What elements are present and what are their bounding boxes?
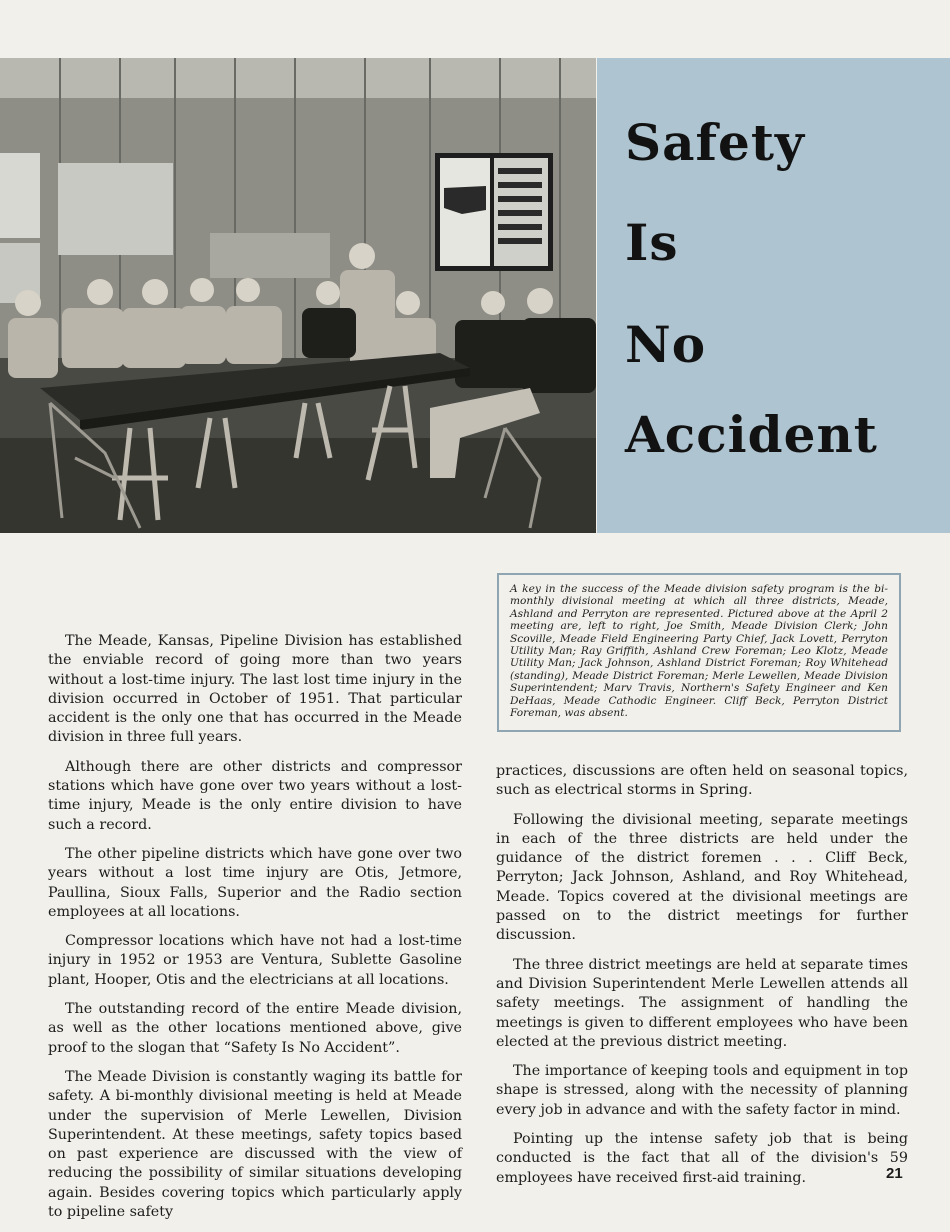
paragraph: The Meade, Kansas, Pipeline Division has established the enviable record of going more than two years without a lost-time injury. The last lost time injury in the division occurred in October of 1951. That particular accident is the only one that has occurred in the Meade division in three full years.	[48, 633, 462, 746]
meeting-photo	[0, 58, 596, 533]
paragraph: Compressor locations which have not had a lost-time injury in 1952 or 1953 are Ventura, Sublette Gasoline plant, Hooper, Otis and the electricians at all locations.	[48, 933, 462, 988]
title-line-no: No	[625, 315, 707, 374]
paragraph: The outstanding record of the entire Meade division, as well as the other locations mentioned above, give proof to the slogan that “Safety Is No Accident”.	[48, 1001, 462, 1056]
paragraph: Following the divisional meeting, separate meetings in each of the three districts are held under the guidance of the district foremen . . . Cliff Beck, Perryton; Jack Johnson, Ashland, and Roy Whitehead, Meade. Topics covered at the divisional meetings are passed on to the district meetings for further discussion.	[496, 811, 908, 944]
paragraph: The importance of keeping tools and equipment in top shape is stressed, along with the necessity of planning every job in advance and with the safety factor in mind.	[496, 1063, 908, 1118]
photo-caption: A key in the success of the Meade division safety program is the bi-monthly divisional meeting at which all three districts, Meade, Ashland and Perryton are represented. Pictured above at the April 2 meeting are, left to right, Joe Smith, Meade Division Clerk; John Scoville, Meade Field Engineering Party Chief, Jack Lovett, Perryton Utility Man; Ray Griffith, Ashland Crew Foreman; Leo Klotz, Meade Utility Man; Jack Johnson, Ashland District Foreman; Roy Whitehead (standing), Meade District Foreman; Merle Lewellen, Meade Division Superintendent; Marv Travis, Northern's Safety Engineer and Ken DeHaas, Meade Cathodic Engineer. Cliff Beck, Perryton District Foreman, was absent.	[510, 583, 888, 720]
title-line-safety: Safety	[625, 113, 805, 172]
paragraph: practices, discussions are often held on seasonal topics, such as electrical storms in Spring.	[496, 763, 908, 799]
paragraph: The other pipeline districts which have gone over two years without a lost time injury are Otis, Jetmore, Paullina, Sioux Falls, Superior and the Radio section employees at all locations.	[48, 845, 462, 920]
paragraph: The Meade Division is constantly waging its battle for safety. A bi-monthly divisional meeting is held at Meade under the supervision of Merle Lewellen, Division Superintendent. At these meetings, safety topics based on past experience are discussed with the view of reducing the possibility of similar situations developing again. Besides covering topics which particularly apply to pipeline safety	[48, 1068, 462, 1221]
meeting-scene	[0, 58, 596, 533]
title-line-accident: Accident	[625, 405, 878, 464]
title-line-is: Is	[625, 213, 679, 272]
photo-caption-box	[497, 573, 901, 732]
paragraph: The three district meetings are held at separate times and Division Superintendent Merle Lewellen attends all safety meetings. The assignment of handling the meetings is given to different employees who have been elected at the previous district meeting.	[496, 956, 908, 1050]
paragraph: Pointing up the intense safety job that is being conducted is the fact that all of the division's 59 employees have received first-aid training.	[496, 1131, 908, 1186]
right-column	[496, 762, 908, 1198]
page-number: 21	[886, 1165, 903, 1182]
title-panel	[597, 58, 950, 533]
left-column	[48, 632, 462, 1232]
paragraph: Although there are other districts and compressor stations which have gone over two years without a lost-time injury, Meade is the only entire division to have such a record.	[48, 758, 462, 833]
